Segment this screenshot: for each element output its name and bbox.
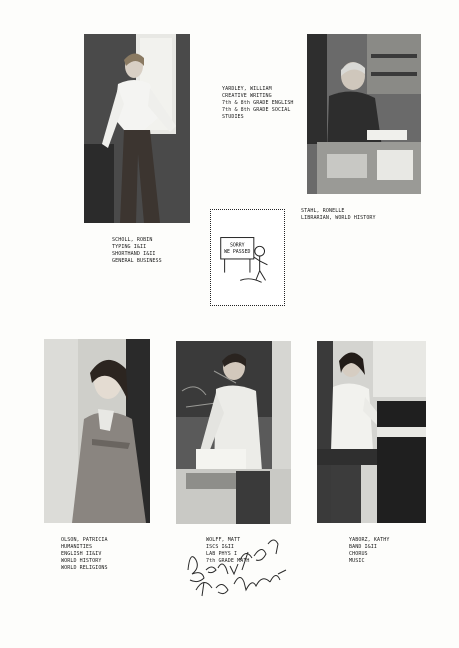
cartoon-illustration: [211, 210, 284, 305]
caption-line: WORLD RELIGIONS: [61, 565, 108, 571]
teacher-photo-olsen: [44, 339, 150, 523]
teacher-photo-scholl: [84, 34, 190, 223]
cartoon-sign-text-2: WE PASSED: [224, 249, 251, 256]
teacher-photo-wolff: [176, 341, 291, 524]
caption-line: 7th & 8th GRADE SOCIAL: [222, 107, 291, 113]
caption-line: MUSIC: [349, 558, 365, 564]
teacher-photo-stahl: [307, 34, 421, 194]
caption-line: GENERAL BUSINESS: [112, 258, 162, 264]
caption-line: SHORTHAND I&II: [112, 251, 156, 257]
handwritten-signature: [182, 530, 302, 600]
caption-line: ISCS I&II: [206, 544, 234, 550]
caption-yaborz: [349, 537, 389, 565]
caption-line: CHORUS: [349, 551, 368, 557]
caption-line: WORLD HISTORY: [61, 558, 102, 564]
caption-line: TYPING I&II: [112, 244, 147, 250]
caption-line: YARDLEY, WILLIAM: [222, 86, 272, 92]
caption-line: STAHL, RONELLE: [301, 208, 345, 214]
caption-line: LAB PHYS I: [206, 551, 238, 557]
caption-line: YABORZ, KATHY: [349, 537, 390, 543]
caption-line: ENGLISH II&IV: [61, 551, 102, 557]
caption-line: LIBRARIAN, WORLD HISTORY: [301, 215, 376, 221]
caption-line: OLSON, PATRICIA: [61, 537, 108, 543]
caption-line: 7th & 8th GRADE ENGLISH: [222, 100, 294, 106]
teacher-photo-yaborz: [317, 341, 426, 523]
cartoon-sign-text: SORRY: [229, 242, 245, 249]
cartoon-frame: [210, 209, 285, 306]
caption-line: BAND I&II: [349, 544, 377, 550]
caption-yardley: [222, 86, 294, 121]
caption-olsen: [61, 537, 108, 572]
caption-line: WOLFF, MATT: [206, 537, 241, 543]
caption-line: HUMANITIES: [61, 544, 93, 550]
caption-line: SCHOLL, ROBIN: [112, 237, 153, 243]
caption-scholl: [112, 237, 162, 265]
caption-line: STUDIES: [222, 114, 244, 120]
caption-line: CREATIVE WRITING: [222, 93, 272, 99]
caption-stahl: [301, 208, 376, 222]
caption-line: 7th GRADE MATH: [206, 558, 250, 564]
